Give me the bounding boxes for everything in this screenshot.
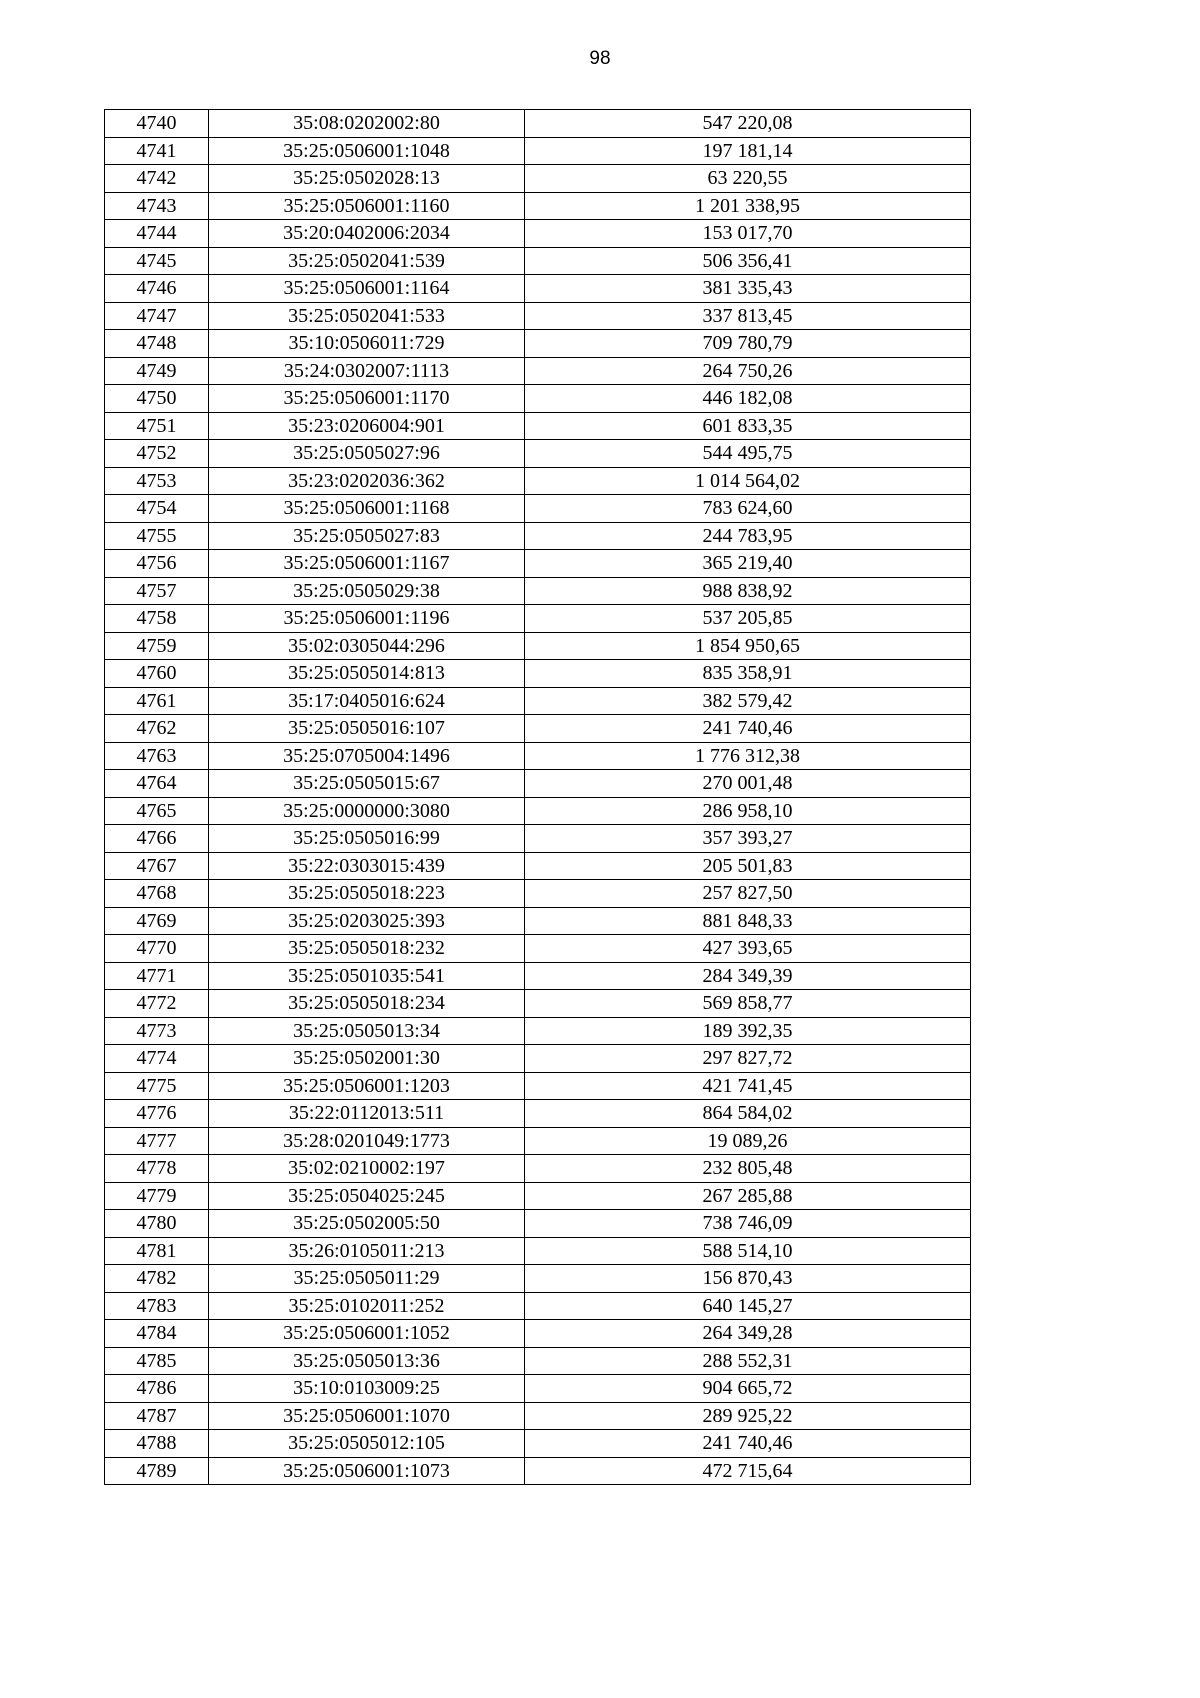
cadastral-value-cell: 1 854 950,65 (525, 632, 971, 660)
table-row (105, 165, 971, 193)
cadastral-value-cell: 569 858,77 (525, 990, 971, 1018)
row-number-cell: 4751 (105, 412, 209, 440)
row-number-cell: 4780 (105, 1210, 209, 1238)
cadastral-number-cell: 35:10:0506011:729 (209, 330, 525, 358)
cadastral-value-cell: 588 514,10 (525, 1237, 971, 1265)
table-row (105, 1457, 971, 1485)
cadastral-number-cell: 35:25:0502041:539 (209, 247, 525, 275)
cadastral-value-cell: 783 624,60 (525, 495, 971, 523)
cadastral-number-cell: 35:25:0505027:96 (209, 440, 525, 468)
row-number-cell: 4746 (105, 275, 209, 303)
cadastral-value-cell: 472 715,64 (525, 1457, 971, 1485)
row-number-cell: 4785 (105, 1347, 209, 1375)
row-number-cell: 4773 (105, 1017, 209, 1045)
cadastral-number-cell: 35:22:0112013:511 (209, 1100, 525, 1128)
cadastral-value-cell: 601 833,35 (525, 412, 971, 440)
table-row (105, 1320, 971, 1348)
table-row (105, 247, 971, 275)
cadastral-value-cell: 544 495,75 (525, 440, 971, 468)
cadastral-value-cell: 365 219,40 (525, 550, 971, 578)
row-number-cell: 4774 (105, 1045, 209, 1073)
row-number-cell: 4771 (105, 962, 209, 990)
table-body (105, 110, 971, 1485)
table-row (105, 440, 971, 468)
cadastral-value-cell: 205 501,83 (525, 852, 971, 880)
cadastral-number-cell: 35:25:0505016:99 (209, 825, 525, 853)
table-row (105, 522, 971, 550)
cadastral-value-cell: 284 349,39 (525, 962, 971, 990)
table-row (105, 1182, 971, 1210)
table-row (105, 1210, 971, 1238)
row-number-cell: 4741 (105, 137, 209, 165)
page-number: 98 (589, 48, 611, 69)
row-number-cell: 4758 (105, 605, 209, 633)
row-number-cell: 4768 (105, 880, 209, 908)
row-number-cell: 4781 (105, 1237, 209, 1265)
row-number-cell: 4745 (105, 247, 209, 275)
row-number-cell: 4748 (105, 330, 209, 358)
cadastral-number-cell: 35:25:0506001:1160 (209, 192, 525, 220)
cadastral-value-cell: 382 579,42 (525, 687, 971, 715)
cadastral-number-cell: 35:28:0201049:1773 (209, 1127, 525, 1155)
cadastral-number-cell: 35:25:0506001:1164 (209, 275, 525, 303)
table-row (105, 467, 971, 495)
table-row (105, 1265, 971, 1293)
table-row (105, 715, 971, 743)
cadastral-number-cell: 35:25:0505014:813 (209, 660, 525, 688)
cadastral-number-cell: 35:25:0505018:223 (209, 880, 525, 908)
cadastral-value-cell: 881 848,33 (525, 907, 971, 935)
row-number-cell: 4766 (105, 825, 209, 853)
cadastral-value-cell: 257 827,50 (525, 880, 971, 908)
cadastral-value-cell: 289 925,22 (525, 1402, 971, 1430)
table-row (105, 1017, 971, 1045)
row-number-cell: 4747 (105, 302, 209, 330)
table-row (105, 770, 971, 798)
cadastral-number-cell: 35:25:0502028:13 (209, 165, 525, 193)
cadastral-value-cell: 19 089,26 (525, 1127, 971, 1155)
row-number-cell: 4776 (105, 1100, 209, 1128)
cadastral-value-cell: 1 776 312,38 (525, 742, 971, 770)
row-number-cell: 4786 (105, 1375, 209, 1403)
cadastral-number-cell: 35:25:0506001:1167 (209, 550, 525, 578)
cadastral-number-cell: 35:24:0302007:1113 (209, 357, 525, 385)
cadastral-value-cell: 286 958,10 (525, 797, 971, 825)
cadastral-value-cell: 232 805,48 (525, 1155, 971, 1183)
row-number-cell: 4779 (105, 1182, 209, 1210)
row-number-cell: 4765 (105, 797, 209, 825)
cadastral-value-cell: 446 182,08 (525, 385, 971, 413)
cadastral-number-cell: 35:02:0210002:197 (209, 1155, 525, 1183)
cadastral-value-cell: 547 220,08 (525, 110, 971, 138)
row-number-cell: 4784 (105, 1320, 209, 1348)
cadastral-value-cell: 264 349,28 (525, 1320, 971, 1348)
cadastral-number-cell: 35:25:0505018:232 (209, 935, 525, 963)
cadastral-number-cell: 35:25:0505018:234 (209, 990, 525, 1018)
cadastral-number-cell: 35:20:0402006:2034 (209, 220, 525, 248)
row-number-cell: 4762 (105, 715, 209, 743)
table-row (105, 495, 971, 523)
cadastral-value-cell: 864 584,02 (525, 1100, 971, 1128)
table-row (105, 1430, 971, 1458)
table-row (105, 632, 971, 660)
row-number-cell: 4760 (105, 660, 209, 688)
table-row (105, 797, 971, 825)
cadastral-number-cell: 35:25:0505029:38 (209, 577, 525, 605)
row-number-cell: 4754 (105, 495, 209, 523)
table-row (105, 687, 971, 715)
cadastral-value-cell: 835 358,91 (525, 660, 971, 688)
cadastral-value-cell: 189 392,35 (525, 1017, 971, 1045)
table-row (105, 1155, 971, 1183)
cadastral-number-cell: 35:25:0505012:105 (209, 1430, 525, 1458)
row-number-cell: 4749 (105, 357, 209, 385)
row-number-cell: 4767 (105, 852, 209, 880)
row-number-cell: 4750 (105, 385, 209, 413)
table-row (105, 1100, 971, 1128)
table-row (105, 660, 971, 688)
cadastral-value-cell: 156 870,43 (525, 1265, 971, 1293)
row-number-cell: 4777 (105, 1127, 209, 1155)
table-row (105, 1292, 971, 1320)
table-row (105, 962, 971, 990)
cadastral-number-cell: 35:25:0505013:34 (209, 1017, 525, 1045)
table-row (105, 1072, 971, 1100)
row-number-cell: 4783 (105, 1292, 209, 1320)
cadastral-number-cell: 35:25:0506001:1170 (209, 385, 525, 413)
cadastral-value-cell: 153 017,70 (525, 220, 971, 248)
row-number-cell: 4742 (105, 165, 209, 193)
cadastral-value-cell: 241 740,46 (525, 715, 971, 743)
cadastral-value-cell: 421 741,45 (525, 1072, 971, 1100)
row-number-cell: 4789 (105, 1457, 209, 1485)
cadastral-value-cell: 709 780,79 (525, 330, 971, 358)
cadastral-number-cell: 35:25:0000000:3080 (209, 797, 525, 825)
cadastral-number-cell: 35:25:0506001:1048 (209, 137, 525, 165)
table-row (105, 137, 971, 165)
cadastral-number-cell: 35:25:0506001:1073 (209, 1457, 525, 1485)
row-number-cell: 4782 (105, 1265, 209, 1293)
table-row (105, 1402, 971, 1430)
cadastral-number-cell: 35:10:0103009:25 (209, 1375, 525, 1403)
row-number-cell: 4770 (105, 935, 209, 963)
row-number-cell: 4753 (105, 467, 209, 495)
table-row (105, 577, 971, 605)
cadastral-number-cell: 35:25:0501035:541 (209, 962, 525, 990)
row-number-cell: 4764 (105, 770, 209, 798)
row-number-cell: 4775 (105, 1072, 209, 1100)
row-number-cell: 4772 (105, 990, 209, 1018)
cadastral-number-cell: 35:23:0202036:362 (209, 467, 525, 495)
table-row (105, 330, 971, 358)
cadastral-number-cell: 35:26:0105011:213 (209, 1237, 525, 1265)
cadastral-value-table (104, 109, 971, 1485)
row-number-cell: 4787 (105, 1402, 209, 1430)
row-number-cell: 4743 (105, 192, 209, 220)
table-row (105, 110, 971, 138)
cadastral-value-cell: 264 750,26 (525, 357, 971, 385)
cadastral-value-cell: 288 552,31 (525, 1347, 971, 1375)
cadastral-value-cell: 988 838,92 (525, 577, 971, 605)
cadastral-value-cell: 738 746,09 (525, 1210, 971, 1238)
row-number-cell: 4788 (105, 1430, 209, 1458)
cadastral-number-cell: 35:25:0506001:1052 (209, 1320, 525, 1348)
cadastral-number-cell: 35:25:0506001:1070 (209, 1402, 525, 1430)
cadastral-number-cell: 35:25:0502001:30 (209, 1045, 525, 1073)
cadastral-number-cell: 35:25:0203025:393 (209, 907, 525, 935)
cadastral-number-cell: 35:02:0305044:296 (209, 632, 525, 660)
table-row (105, 1237, 971, 1265)
table-row (105, 852, 971, 880)
cadastral-number-cell: 35:25:0505027:83 (209, 522, 525, 550)
cadastral-value-cell: 904 665,72 (525, 1375, 971, 1403)
table-row (105, 275, 971, 303)
cadastral-number-cell: 35:22:0303015:439 (209, 852, 525, 880)
cadastral-value-cell: 244 783,95 (525, 522, 971, 550)
cadastral-number-cell: 35:25:0505015:67 (209, 770, 525, 798)
table-row (105, 550, 971, 578)
cadastral-value-cell: 197 181,14 (525, 137, 971, 165)
cadastral-value-cell: 241 740,46 (525, 1430, 971, 1458)
cadastral-number-cell: 35:25:0505013:36 (209, 1347, 525, 1375)
row-number-cell: 4740 (105, 110, 209, 138)
table-row (105, 412, 971, 440)
cadastral-number-cell: 35:25:0502005:50 (209, 1210, 525, 1238)
cadastral-number-cell: 35:25:0505011:29 (209, 1265, 525, 1293)
table-row (105, 605, 971, 633)
row-number-cell: 4752 (105, 440, 209, 468)
row-number-cell: 4769 (105, 907, 209, 935)
table-row (105, 990, 971, 1018)
cadastral-value-cell: 337 813,45 (525, 302, 971, 330)
row-number-cell: 4761 (105, 687, 209, 715)
table-row (105, 302, 971, 330)
row-number-cell: 4759 (105, 632, 209, 660)
table-row (105, 385, 971, 413)
cadastral-value-cell: 381 335,43 (525, 275, 971, 303)
table-row (105, 1045, 971, 1073)
table-row (105, 935, 971, 963)
cadastral-value-cell: 267 285,88 (525, 1182, 971, 1210)
row-number-cell: 4744 (105, 220, 209, 248)
cadastral-number-cell: 35:17:0405016:624 (209, 687, 525, 715)
table-row (105, 907, 971, 935)
cadastral-value-cell: 640 145,27 (525, 1292, 971, 1320)
cadastral-number-cell: 35:25:0505016:107 (209, 715, 525, 743)
cadastral-number-cell: 35:25:0506001:1196 (209, 605, 525, 633)
cadastral-value-cell: 427 393,65 (525, 935, 971, 963)
cadastral-value-cell: 63 220,55 (525, 165, 971, 193)
table-row (105, 742, 971, 770)
row-number-cell: 4757 (105, 577, 209, 605)
row-number-cell: 4778 (105, 1155, 209, 1183)
cadastral-value-cell: 1 014 564,02 (525, 467, 971, 495)
table-row (105, 220, 971, 248)
row-number-cell: 4755 (105, 522, 209, 550)
row-number-cell: 4763 (105, 742, 209, 770)
cadastral-number-cell: 35:25:0705004:1496 (209, 742, 525, 770)
cadastral-value-cell: 270 001,48 (525, 770, 971, 798)
cadastral-value-cell: 506 356,41 (525, 247, 971, 275)
table-row (105, 825, 971, 853)
table-row (105, 357, 971, 385)
cadastral-value-cell: 297 827,72 (525, 1045, 971, 1073)
cadastral-number-cell: 35:25:0102011:252 (209, 1292, 525, 1320)
cadastral-number-cell: 35:25:0504025:245 (209, 1182, 525, 1210)
cadastral-value-cell: 1 201 338,95 (525, 192, 971, 220)
cadastral-number-cell: 35:08:0202002:80 (209, 110, 525, 138)
table-row (105, 1375, 971, 1403)
cadastral-number-cell: 35:25:0506001:1168 (209, 495, 525, 523)
cadastral-value-cell: 537 205,85 (525, 605, 971, 633)
table-row (105, 192, 971, 220)
row-number-cell: 4756 (105, 550, 209, 578)
table-row (105, 880, 971, 908)
cadastral-number-cell: 35:25:0506001:1203 (209, 1072, 525, 1100)
cadastral-number-cell: 35:25:0502041:533 (209, 302, 525, 330)
cadastral-value-cell: 357 393,27 (525, 825, 971, 853)
table-row (105, 1347, 971, 1375)
cadastral-number-cell: 35:23:0206004:901 (209, 412, 525, 440)
table-row (105, 1127, 971, 1155)
